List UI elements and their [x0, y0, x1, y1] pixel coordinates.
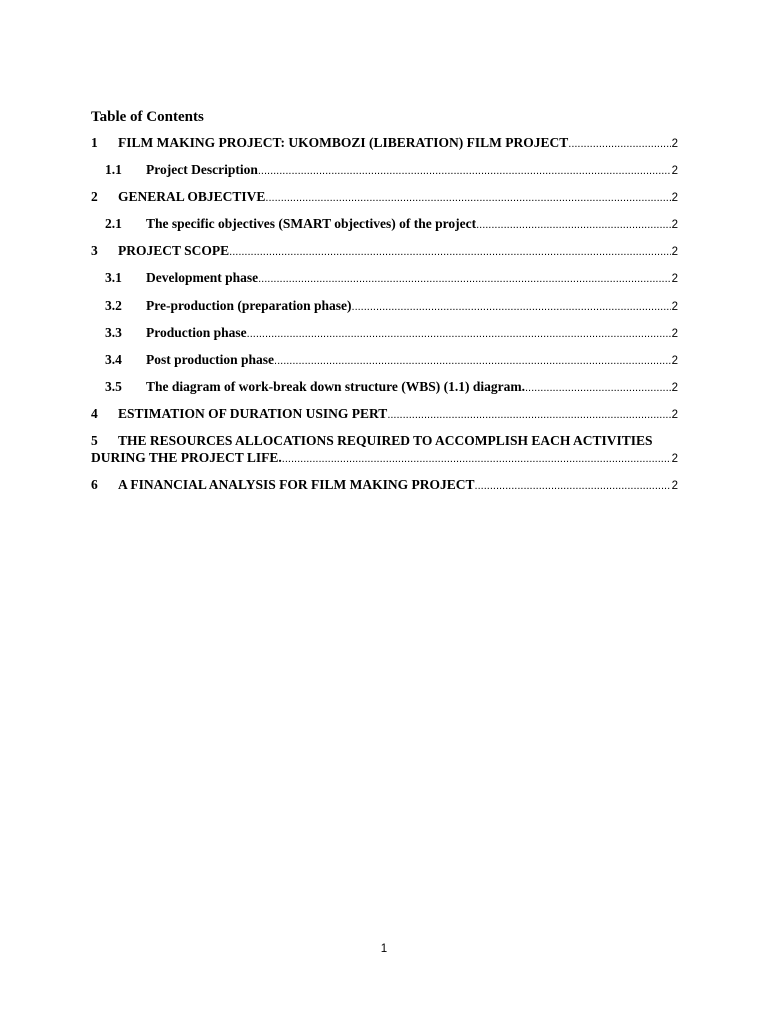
toc-entry-number: 3.3	[105, 324, 122, 340]
toc-entry-3-4[interactable]	[91, 351, 678, 370]
toc-entry-page: 2	[671, 219, 678, 232]
toc-entry-2-1[interactable]	[91, 215, 678, 234]
dot-leader	[568, 136, 670, 153]
dot-leader	[387, 407, 670, 424]
toc-entry-page: 2	[671, 192, 678, 205]
dot-leader	[265, 190, 670, 207]
toc-entry-2[interactable]	[91, 188, 678, 207]
dot-leader	[258, 163, 671, 180]
toc-entry-3[interactable]	[91, 242, 678, 261]
toc-entry-text: The specific objectives (SMART objectives) of the project	[146, 216, 477, 232]
dot-leader	[476, 217, 671, 234]
dot-leader	[352, 299, 671, 316]
toc-entry-text-line1: THE RESOURCES ALLOCATIONS REQUIRED TO ACCOMPLISH EACH ACTIVITIES	[118, 433, 653, 449]
toc-entry-number: 3.1	[105, 270, 122, 286]
toc-entry-text: A FINANCIAL ANALYSIS FOR FILM MAKING PROJECT	[118, 477, 475, 493]
toc-entry-3-3[interactable]	[91, 324, 678, 343]
toc-entry-number: 1	[91, 135, 98, 150]
toc-entry-number: 2.1	[105, 216, 122, 232]
toc-entry-number: 3.2	[105, 297, 122, 313]
toc-entry-3-1[interactable]	[91, 269, 678, 288]
toc-entry-number: 4	[91, 406, 98, 422]
toc-entry-page: 2	[671, 300, 678, 313]
toc-entry-page: 2	[671, 453, 678, 466]
toc-entry-text: FILM MAKING PROJECT: UKOMBOZI (LIBERATION) FILM PROJECT	[118, 135, 569, 150]
toc-entry-number: 6	[91, 477, 98, 493]
table-of-contents	[91, 134, 678, 503]
toc-entry-text-line2: DURING THE PROJECT LIFE.	[91, 450, 282, 466]
toc-entry-text: Production phase	[146, 324, 247, 340]
toc-entry-number: 1.1	[105, 162, 122, 177]
dot-leader	[258, 271, 670, 288]
dot-leader	[475, 478, 671, 495]
dot-leader	[525, 380, 671, 397]
toc-entry-4[interactable]	[91, 405, 678, 424]
toc-entry-1[interactable]	[91, 134, 678, 153]
dot-leader	[247, 326, 671, 343]
toc-entry-text: Project Description	[146, 162, 258, 177]
toc-entry-page: 2	[671, 327, 678, 340]
toc-entry-number: 3.4	[105, 351, 122, 367]
toc-entry-number: 5	[91, 433, 98, 449]
dot-leader	[282, 451, 671, 468]
toc-entry-page: 2	[671, 138, 678, 150]
toc-entry-number: 3	[91, 243, 98, 259]
toc-entry-text: Pre-production (preparation phase)	[146, 297, 352, 313]
toc-entry-text: GENERAL OBJECTIVE	[118, 189, 266, 205]
toc-entry-number: 3.5	[105, 379, 122, 395]
toc-entry-3-2[interactable]	[91, 297, 678, 316]
toc-entry-1-1[interactable]	[91, 161, 678, 180]
toc-entry-text: Development phase	[146, 270, 259, 286]
toc-entry-6[interactable]	[91, 476, 678, 495]
toc-entry-text: ESTIMATION OF DURATION USING PERT	[118, 406, 388, 422]
toc-entry-5[interactable]	[91, 432, 678, 468]
toc-entry-text: PROJECT SCOPE	[118, 243, 230, 259]
toc-entry-page: 2	[671, 354, 678, 367]
toc-entry-text: Post production phase	[146, 351, 275, 367]
toc-entry-page: 2	[671, 382, 678, 395]
toc-entry-3-5[interactable]	[91, 378, 678, 397]
toc-entry-page: 2	[671, 246, 678, 259]
toc-entry-page: 2	[671, 273, 678, 286]
toc-entry-page: 2	[671, 480, 678, 493]
dot-leader	[229, 244, 670, 261]
dot-leader	[274, 353, 671, 370]
toc-entry-page: 2	[671, 165, 678, 177]
toc-entry-number: 2	[91, 189, 98, 205]
toc-title: Table of Contents	[91, 109, 204, 125]
toc-entry-page: 2	[671, 409, 678, 422]
footer-page-number: 1	[380, 943, 388, 955]
toc-entry-text: The diagram of work-break down structure (WBS) (1.1) diagram.	[146, 379, 525, 395]
